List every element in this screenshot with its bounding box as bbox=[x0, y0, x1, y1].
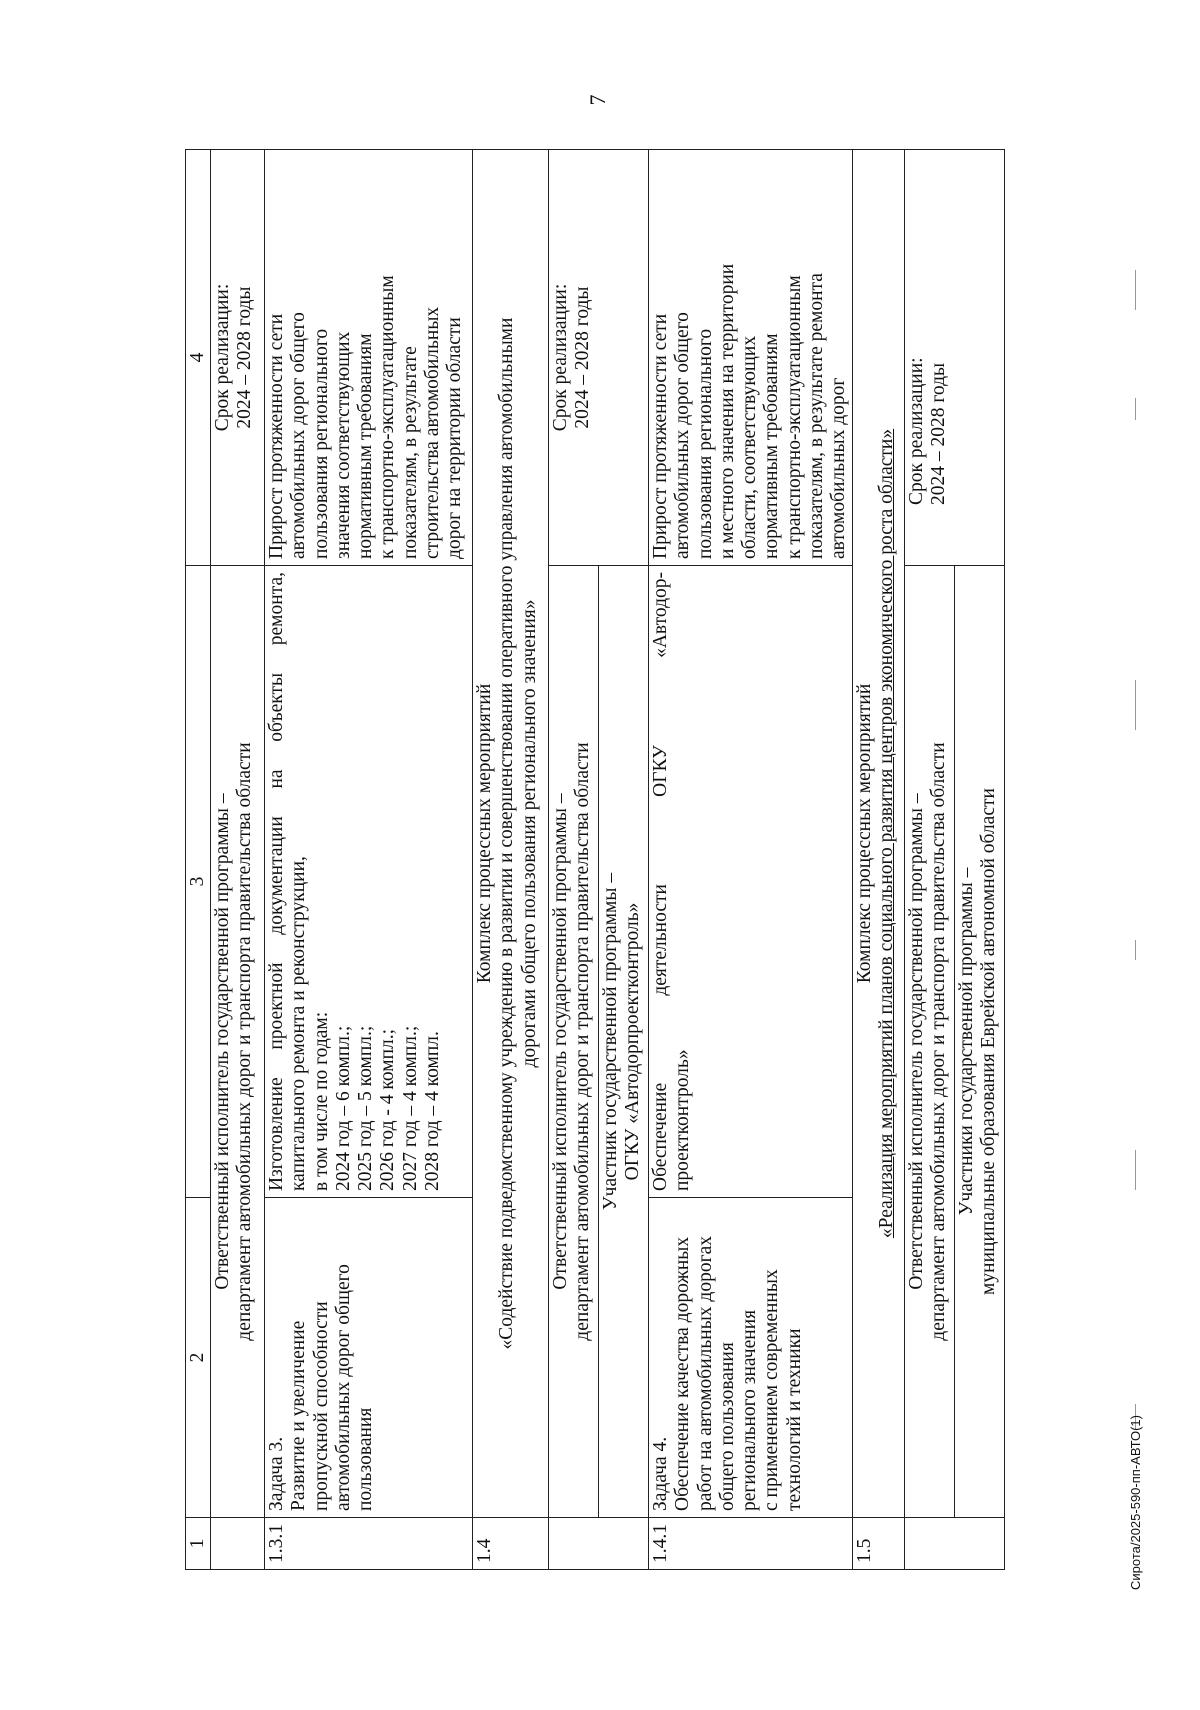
participant-org: ОГКУ «Автодорпроектконтроль» bbox=[622, 902, 644, 1181]
action-line: 2025 год – 5 компл.; bbox=[355, 1025, 377, 1191]
action-line: 2027 год – 4 компл.; bbox=[399, 1025, 421, 1191]
task-desc-line: регионального значения bbox=[739, 1309, 761, 1511]
term-label: Срок реализации: bbox=[212, 283, 234, 432]
action-line: 2028 год – 4 компл. bbox=[421, 1031, 443, 1191]
empty-num-cell bbox=[549, 1518, 649, 1570]
result-line: пользования регионального bbox=[310, 328, 332, 559]
row-number: 1.4.1 bbox=[649, 1518, 853, 1570]
complex-title-cell bbox=[853, 150, 905, 1518]
responsible-label: Ответственный исполнитель государственной программы – bbox=[212, 793, 234, 1290]
result-line: строительства автомобильных bbox=[421, 306, 443, 559]
result-line: пользования регионального bbox=[694, 328, 716, 559]
responsible-row-1-5 bbox=[905, 150, 955, 1570]
responsible-executor-cell bbox=[211, 566, 265, 1518]
result-line: и местного значения на территории bbox=[716, 263, 738, 559]
participant-label: Участник государственной программы – bbox=[600, 872, 622, 1211]
task-description-cell bbox=[649, 1198, 853, 1518]
task-title: Задача 3. bbox=[266, 1436, 288, 1511]
term-years: 2024 – 2028 годы bbox=[234, 286, 256, 429]
row-number: 1.5 bbox=[853, 1518, 905, 1570]
page-number: 7 bbox=[585, 94, 610, 106]
complex-name-line: «Содействие подведомственному учреждению в развитии и совершенствовании оперативного управления автомобильными bbox=[496, 317, 518, 1350]
term-label: Срок реализации: bbox=[550, 283, 572, 432]
term-years: 2024 – 2028 годы bbox=[928, 362, 950, 505]
task-desc-line: Развитие и увеличение bbox=[288, 1320, 310, 1511]
action-line: 2024 год – 6 компл.; bbox=[332, 1025, 354, 1191]
task-row-1-4-1 bbox=[649, 150, 853, 1570]
responsible-org: департамент автомобильных дорог и транспорта правительства области bbox=[928, 742, 950, 1341]
empty-num-cell bbox=[905, 1518, 1005, 1570]
task-desc-line: работ на автомобильных дорогах bbox=[694, 1235, 716, 1511]
responsible-row-1-4 bbox=[549, 150, 599, 1570]
action-cell bbox=[265, 566, 473, 1198]
responsible-label: Ответственный исполнитель государственной программы – bbox=[550, 793, 572, 1290]
task-desc-line: общего пользования bbox=[716, 1342, 738, 1511]
responsible-org: департамент автомобильных дорог и транспорта правительства области bbox=[234, 742, 256, 1341]
row-number: 1.3.1 bbox=[265, 1518, 473, 1570]
result-cell bbox=[265, 150, 473, 566]
term-label: Срок реализации: bbox=[906, 357, 928, 505]
result-line: области, соответствующих bbox=[739, 335, 761, 559]
complex-title: Комплекс процессных мероприятий bbox=[474, 683, 496, 984]
footer-scan-marks bbox=[1135, 10, 1137, 1430]
task-desc-line: Обеспечение качества дорожных bbox=[672, 1236, 694, 1511]
complex-row-1-4 bbox=[473, 150, 549, 1570]
term-cell bbox=[905, 150, 1005, 566]
task-desc-line: с применением современных bbox=[761, 1269, 783, 1511]
result-line: к транспортно-эксплуатационным bbox=[377, 275, 399, 559]
term-cell bbox=[211, 150, 265, 566]
complex-title-cell bbox=[473, 150, 549, 1518]
participants-cell bbox=[955, 566, 1005, 1518]
result-line: автомобильных дорог общего bbox=[672, 312, 694, 559]
result-cell bbox=[649, 150, 853, 566]
participants-label: Участники государственной программы – bbox=[956, 867, 978, 1216]
responsible-row-1-3 bbox=[211, 150, 265, 1570]
document-code: Сирота/2025-590-пп-АВТО(1) bbox=[1128, 1415, 1143, 1590]
action-cell bbox=[649, 566, 853, 1198]
term-cell bbox=[549, 150, 649, 566]
task-row-1-3-1 bbox=[265, 150, 473, 1570]
responsible-label: Ответственный исполнитель государственной программы – bbox=[906, 793, 928, 1290]
column-number-4: 4 bbox=[186, 150, 211, 566]
column-number-2: 2 bbox=[186, 1198, 211, 1518]
action-first: Обеспечение деятельности ОГКУ «Автодор- bbox=[650, 572, 672, 1191]
result-line: нормативным требованиям bbox=[355, 333, 377, 559]
task-desc-line: автомобильных дорог общего bbox=[332, 1264, 354, 1511]
result-line: Прирост протяженности сети bbox=[266, 313, 288, 559]
action-first: Изготовление проектной документации на объекты ремонта, капитального ремонта и реконструкции, bbox=[266, 572, 310, 1191]
result-line: автомобильных дорог bbox=[827, 377, 849, 559]
result-line: значения соответствующих bbox=[332, 331, 354, 559]
result-line: показателям, в результате ремонта bbox=[805, 273, 827, 559]
responsible-org: департамент автомобильных дорог и транспорта правительства области bbox=[572, 742, 594, 1341]
column-number-3: 3 bbox=[186, 566, 211, 1198]
action-line: в том числе по годам: bbox=[310, 1011, 332, 1191]
task-desc-line: технологий и техники bbox=[783, 1328, 805, 1511]
empty-num-cell bbox=[211, 1518, 265, 1570]
result-line: нормативным требованиям bbox=[761, 333, 783, 559]
result-line: дорог на территории области bbox=[443, 317, 465, 559]
responsible-executor-cell bbox=[905, 566, 955, 1518]
result-line: показателям, в результате bbox=[399, 346, 421, 559]
responsible-executor-cell bbox=[549, 566, 599, 1518]
task-description-cell bbox=[265, 1198, 473, 1518]
action-line: проектконтроль» bbox=[672, 1049, 694, 1191]
column-number-1: 1 bbox=[186, 1518, 211, 1570]
complex-name-line: дорогами общего пользования регионального значения» bbox=[518, 599, 540, 1068]
participants-org: муниципальные образования Еврейской автономной области bbox=[978, 788, 1000, 1295]
result-line: к транспортно-эксплуатационным bbox=[783, 275, 805, 559]
result-line: автомобильных дорог общего bbox=[288, 312, 310, 559]
row-number: 1.4 bbox=[473, 1518, 549, 1570]
task-title: Задача 4. bbox=[650, 1436, 672, 1511]
participant-cell bbox=[599, 566, 649, 1518]
complex-row-1-5 bbox=[853, 150, 905, 1570]
complex-title: Комплекс процессных мероприятий bbox=[854, 683, 876, 984]
task-desc-line: пользования bbox=[355, 1407, 377, 1511]
complex-name-line: «Реализация мероприятий планов социального развития центров экономического роста области» bbox=[876, 428, 898, 1239]
action-line: 2026 год - 4 компл.; bbox=[377, 1028, 399, 1191]
result-line: Прирост протяженности сети bbox=[650, 313, 672, 559]
column-numbers-row bbox=[186, 150, 211, 1570]
program-table bbox=[185, 149, 1005, 1570]
term-years: 2024 – 2028 годы bbox=[572, 286, 594, 429]
task-desc-line: пропускной способности bbox=[310, 1301, 332, 1511]
